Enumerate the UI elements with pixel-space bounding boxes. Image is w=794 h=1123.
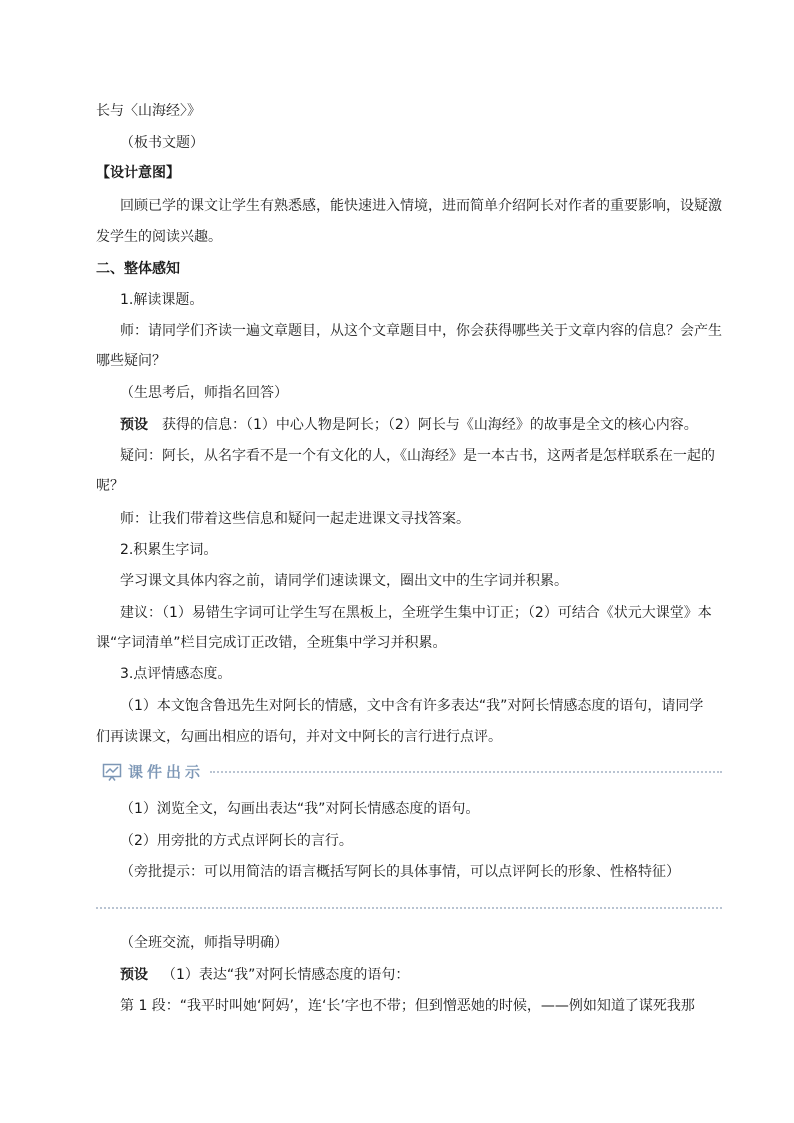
text-line: （板书文题） [120,135,204,151]
text-line [120,410,746,440]
text-line: 呢？ [96,478,124,494]
text-line: 师：让我们带着这些信息和疑问一起走进课文寻找答案。 [120,511,470,527]
text-line: （1）本文饱含鲁迅先生对阿长的情感，文中含有许多表达“我”对阿长情感态度的语句，请同学 [120,698,704,714]
text-line: （旁批提示：可以用简洁的语言概括写阿长的具体事情，可以点评阿长的形象、性格特征） [120,864,680,880]
text-line: （全班交流，师指导明确） [120,935,288,951]
text-line: 回顾已学的课文让学生有熟悉感，能快速进入情境，进而简单介绍阿长对作者的重要影响，设疑激 [120,198,722,214]
text-line: 第 1 段：“我平时叫她‘阿妈’，连‘长’字也不带；但到憎恶她的时候，——例如知道了谋死我那 [120,998,695,1014]
text-line: （1）浏览全文，勾画出表达“我”对阿长情感态度的语句。 [120,801,480,817]
text-line: （生思考后，师指名回答） [120,385,288,401]
dotted-divider [210,771,722,773]
text-line: 学习课文具体内容之前，请同学们速读课文，圈出文中的生字词并积累。 [120,573,568,589]
courseware-box-header [102,760,722,784]
text-line: 们再读课文，勾画出相应的语句，并对文中阿长的言行进行点评。 [96,729,502,745]
section-label: 【设计意图】 [96,165,180,181]
text-line: 建议：（1）易错生字词可让学生写在黑板上，全班学生集中订正；（2）可结合《状元大课堂》本 [120,605,712,621]
text-line: 哪些疑问？ [96,353,166,369]
dotted-divider [96,907,722,909]
preset-text: 获得的信息：（1）中心人物是阿长；（2）阿长与《山海经》的故事是全文的核心内容。 [162,417,698,433]
text-line: 长与〈山海经〉》 [96,103,201,119]
courseware-box-title: 课件出示 [128,763,205,781]
text-line: 1.解读课题。 [120,292,204,308]
text-line: 发学生的阅读兴趣。 [96,229,222,245]
text-line: （2）用旁批的方式点评阿长的言行。 [120,833,353,849]
text-line: 课“字词清单”栏目完成订正改错，全班集中学习并积累。 [96,635,447,651]
text-line: 疑问：阿长，从名字看不是一个有文化的人，《山海经》是一本古书，这两者是怎样联系在一起的 [120,448,715,464]
text-line [120,960,746,990]
text-line: 师：请同学们齐读一遍文章题目，从这个文章题目中，你会获得哪些关于文章内容的信息？会产生 [120,323,722,339]
preset-text: （1）表达“我”对阿长情感态度的语句： [162,967,410,983]
preset-label: 预设 [120,417,148,433]
preset-label: 预设 [120,967,148,983]
chart-icon [102,762,122,782]
text-line: 2.积累生字词。 [120,542,218,558]
text-line: 3.点评情感态度。 [120,666,232,682]
section-heading: 二、整体感知 [96,261,180,277]
